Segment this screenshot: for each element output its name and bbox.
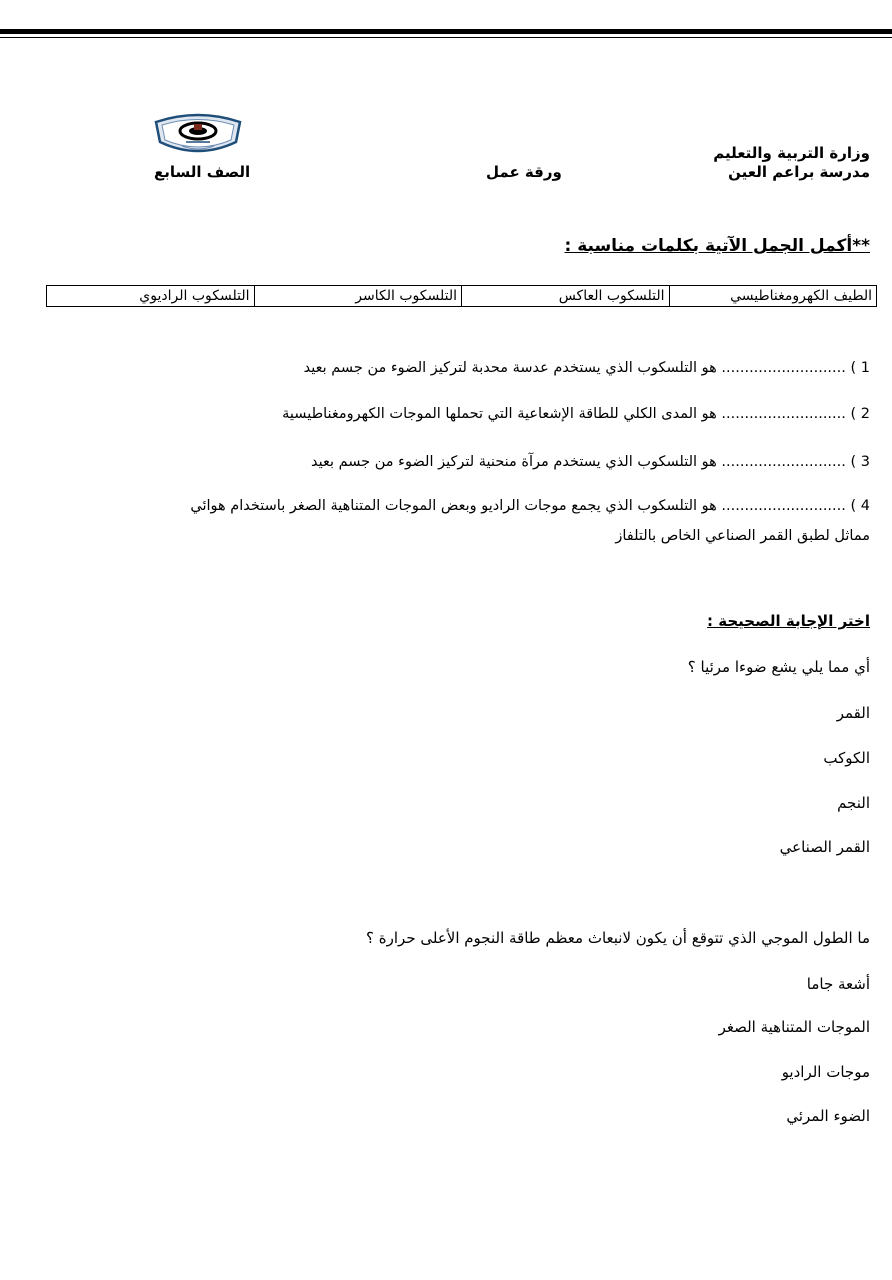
school-logo-icon: [152, 112, 244, 156]
word-bank-cell: الطيف الكهرومغناطيسي: [669, 286, 877, 306]
blank-line[interactable]: ...........................: [721, 498, 846, 514]
worksheet-title: ورقة عمل: [486, 163, 562, 181]
ministry-name: وزارة التربية والتعليم: [713, 144, 870, 162]
mcq-option[interactable]: الكوكب: [823, 749, 870, 767]
mcq-option[interactable]: القمر الصناعي: [779, 838, 870, 856]
mcq-option[interactable]: القمر: [836, 704, 870, 722]
item-number: 1 ): [850, 360, 870, 376]
blank-line[interactable]: ...........................: [721, 454, 846, 470]
mcq-option[interactable]: الموجات المتناهية الصغر: [718, 1018, 870, 1036]
item-text: هو التلسكوب الذي يستخدم عدسة محدبة لتركيز الضوء من جسم بعيد: [303, 360, 717, 376]
top-border-thick: [0, 29, 892, 34]
section2-heading: اختر الإجابة الصحيحة :: [707, 612, 870, 630]
mcq-option[interactable]: موجات الراديو: [781, 1063, 870, 1081]
blank-line[interactable]: ...........................: [721, 360, 846, 376]
top-border-thin: [0, 37, 892, 38]
blank-line[interactable]: ...........................: [721, 406, 846, 422]
mcq-option[interactable]: النجم: [837, 794, 870, 812]
school-name: مدرسة براعم العين: [728, 163, 870, 181]
mcq-option[interactable]: الضوء المرئي: [786, 1107, 870, 1125]
item-number: 4 ): [850, 498, 870, 514]
word-bank-cell: التلسكوب الراديوي: [139, 288, 250, 304]
fill-item-1: [304, 357, 870, 379]
item-number: 3 ): [850, 454, 870, 470]
fill-item-4: [190, 495, 870, 517]
fill-item-4-continued: مماثل لطبق القمر الصناعي الخاص بالتلفاز: [615, 528, 870, 544]
word-bank-cell: التلسكوب العاكس: [461, 286, 669, 306]
mcq-question-2: ما الطول الموجي الذي تتوقع أن يكون لانبعاث معظم طاقة النجوم الأعلى حرارة ؟: [366, 929, 870, 947]
mcq-question-1: أي مما يلي يشع ضوءا مرئيا ؟: [687, 658, 870, 676]
item-text: هو التلسكوب الذي يجمع موجات الراديو وبعض الموجات المتناهية الصغر باستخدام هوائي: [190, 498, 717, 514]
section1-heading: **أكمل الجمل الآتية بكلمات مناسبة :: [564, 236, 870, 256]
item-text: هو المدى الكلي للطاقة الإشعاعية التي تحملها الموجات الكهرومغناطيسية: [282, 406, 717, 422]
word-bank-table: [46, 285, 877, 307]
fill-item-3: [311, 451, 870, 473]
mcq-option[interactable]: أشعة جاما: [806, 975, 870, 993]
fill-item-2: [282, 403, 870, 425]
word-bank-cell: التلسكوب الكاسر: [254, 286, 462, 306]
item-number: 2 ): [850, 406, 870, 422]
grade-label: الصف السابع: [154, 163, 251, 181]
item-text: هو التلسكوب الذي يستخدم مرآة منحنية لتركيز الضوء من جسم بعيد: [310, 454, 717, 470]
